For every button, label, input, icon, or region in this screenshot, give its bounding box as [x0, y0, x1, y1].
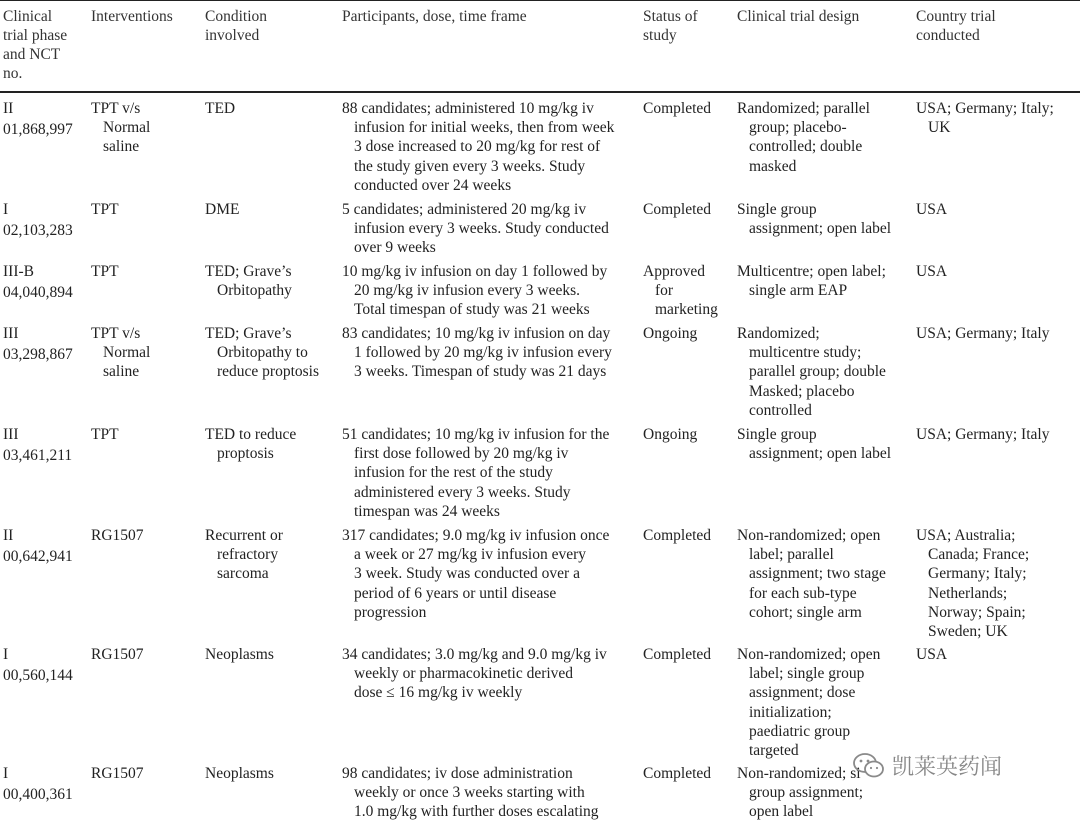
- country-cell: [916, 99, 1054, 137]
- intervention-cell: [91, 764, 144, 783]
- header-line: Condition: [205, 8, 268, 25]
- header-country: [916, 7, 996, 45]
- cell-line: 3 week. Study was conducted over a: [354, 565, 580, 583]
- cell-line: Normal: [103, 119, 151, 137]
- phase-nct-cell: [3, 200, 73, 240]
- cell-line: label; single group: [749, 665, 865, 683]
- cell-line: Norway; Spain;: [928, 603, 1026, 621]
- cell-line: 20 mg/kg iv infusion every 3 weeks.: [354, 282, 581, 300]
- table-header-rule: [0, 91, 1080, 93]
- intervention-cell: [91, 324, 150, 382]
- cell-line: first dose followed by 20 mg/kg iv: [354, 445, 569, 463]
- table-top-rule: [0, 0, 1080, 1]
- cell-line: open label: [749, 803, 814, 821]
- cell-line: label; parallel: [749, 546, 834, 564]
- cell-line: infusion for initial weeks, then from week: [354, 119, 615, 137]
- phase-nct-cell: [3, 526, 73, 566]
- cell-line: TED: [205, 100, 236, 117]
- cell-line: sarcoma: [217, 565, 269, 583]
- cell-line: cohort; single arm: [749, 603, 862, 621]
- cell-line: reduce proptosis: [217, 363, 320, 381]
- cell-line: TED; Grave’s: [205, 263, 292, 280]
- status-cell: [643, 764, 711, 783]
- participants-cell: [342, 262, 607, 320]
- cell-line: Non-randomized; si: [737, 765, 861, 782]
- header-line: trial phase: [3, 27, 68, 44]
- cell-line: marketing: [655, 301, 718, 319]
- cell-line: Completed: [643, 527, 712, 544]
- cell-line: 83 candidates; 10 mg/kg iv infusion on day: [342, 325, 611, 342]
- cell-line: Netherlands;: [928, 584, 1008, 602]
- cell-line: DME: [205, 201, 240, 218]
- cell-line: USA; Germany; Italy: [916, 426, 1050, 443]
- cell-line: assignment; open label: [749, 220, 892, 238]
- cell-line: 01,868,997: [3, 121, 73, 139]
- cell-line: I: [3, 765, 9, 782]
- cell-line: 98 candidates; iv dose administration: [342, 765, 573, 782]
- header-line: Participants, dose, time frame: [342, 8, 527, 25]
- cell-line: 5 candidates; administered 20 mg/kg iv: [342, 201, 587, 218]
- intervention-cell: [91, 526, 144, 545]
- cell-line: progression: [354, 603, 427, 621]
- cell-line: Completed: [643, 646, 712, 663]
- condition-cell: [205, 200, 239, 219]
- status-cell: [643, 526, 711, 545]
- cell-line: 34 candidates; 3.0 mg/kg and 9.0 mg/kg iv: [342, 646, 607, 663]
- participants-cell: [342, 526, 609, 622]
- phase-nct-cell: [3, 425, 72, 465]
- cell-line: USA: [916, 201, 948, 218]
- cell-line: Approved: [643, 263, 705, 280]
- participants-cell: [342, 645, 607, 703]
- cell-line: Randomized;: [737, 325, 820, 342]
- cell-line: Multicentre; open label;: [737, 263, 886, 280]
- cell-line: TED to reduce: [205, 426, 297, 443]
- header-line: Clinical trial design: [737, 8, 860, 25]
- cell-line: TPT: [91, 263, 119, 280]
- condition-cell: [205, 99, 235, 118]
- cell-line: Single group: [737, 426, 817, 443]
- phase-nct-cell: [3, 324, 73, 364]
- cell-line: saline: [103, 138, 140, 156]
- cell-line: paediatric group: [749, 722, 851, 740]
- cell-line: USA; Germany; Italy;: [916, 100, 1054, 117]
- cell-line: controlled: [749, 401, 812, 419]
- cell-line: Ongoing: [643, 325, 698, 342]
- country-cell: [916, 425, 1049, 444]
- cell-line: Sweden; UK: [928, 623, 1008, 641]
- header-line: Status of: [643, 8, 698, 25]
- cell-line: Germany; Italy;: [928, 565, 1027, 583]
- country-cell: [916, 324, 1049, 343]
- cell-line: group assignment;: [749, 784, 864, 802]
- condition-cell: [205, 262, 292, 300]
- cell-line: refractory: [217, 546, 279, 564]
- cell-line: USA; Australia;: [916, 527, 1016, 544]
- cell-line: RG1507: [91, 765, 144, 782]
- status-cell: [643, 645, 711, 664]
- cell-line: I: [3, 646, 9, 663]
- cell-line: RG1507: [91, 646, 144, 663]
- intervention-cell: [91, 99, 150, 157]
- intervention-cell: [91, 262, 119, 281]
- phase-nct-cell: [3, 262, 73, 302]
- cell-line: Canada; France;: [928, 546, 1030, 564]
- header-line: involved: [205, 27, 260, 44]
- country-cell: [916, 645, 947, 664]
- cell-line: Neoplasms: [205, 765, 274, 782]
- cell-line: 88 candidates; administered 10 mg/kg iv: [342, 100, 594, 117]
- cell-line: 00,560,144: [3, 667, 73, 685]
- design-cell: [737, 425, 891, 463]
- status-cell: [643, 262, 718, 320]
- status-cell: [643, 425, 697, 444]
- cell-line: 00,400,361: [3, 786, 73, 804]
- cell-line: period of 6 years or until disease: [354, 584, 557, 602]
- cell-line: Ongoing: [643, 426, 698, 443]
- cell-line: Normal: [103, 344, 151, 362]
- wechat-icon: [852, 751, 886, 781]
- design-cell: [737, 262, 886, 300]
- cell-line: Completed: [643, 100, 712, 117]
- cell-line: infusion for the rest of the study: [354, 464, 553, 482]
- cell-line: USA: [916, 646, 948, 663]
- phase-nct-cell: [3, 99, 73, 139]
- cell-line: assignment; open label: [749, 445, 892, 463]
- cell-line: 51 candidates; 10 mg/kg iv infusion for the: [342, 426, 610, 443]
- cell-line: 3 weeks. Timespan of study was 21 days: [354, 363, 607, 381]
- participants-cell: [342, 764, 599, 822]
- cell-line: USA: [916, 263, 948, 280]
- header-line: no.: [3, 65, 23, 82]
- header-interventions: [91, 7, 173, 26]
- cell-line: masked: [749, 157, 797, 175]
- cell-line: UK: [928, 119, 951, 137]
- cell-line: over 9 weeks: [354, 239, 436, 257]
- cell-line: Total timespan of study was 21 weeks: [354, 301, 590, 319]
- header-participants: [342, 7, 527, 26]
- cell-line: administered every 3 weeks. Study: [354, 483, 571, 501]
- cell-line: Single group: [737, 201, 817, 218]
- cell-line: group; placebo-: [749, 119, 847, 137]
- participants-cell: [342, 99, 614, 195]
- cell-line: 1 followed by 20 mg/kg iv infusion every: [354, 344, 612, 362]
- cell-line: 00,642,941: [3, 548, 73, 566]
- cell-line: multicentre study;: [749, 344, 862, 362]
- condition-cell: [205, 425, 296, 463]
- cell-line: controlled; double: [749, 138, 863, 156]
- header-line: Clinical: [3, 8, 53, 25]
- header-status: [643, 7, 698, 45]
- cell-line: a week or 27 mg/kg iv infusion every: [354, 546, 587, 564]
- cell-line: timespan was 24 weeks: [354, 502, 500, 520]
- cell-line: Neoplasms: [205, 646, 274, 663]
- cell-line: 03,461,211: [3, 447, 73, 465]
- country-cell: [916, 526, 1029, 641]
- cell-line: the study given every 3 weeks. Study: [354, 157, 586, 175]
- condition-cell: [205, 324, 319, 382]
- intervention-cell: [91, 200, 119, 219]
- cell-line: dose ≤ 16 mg/kg iv weekly: [354, 684, 523, 702]
- cell-line: initialization;: [749, 703, 832, 721]
- cell-line: proptosis: [217, 445, 274, 463]
- cell-line: Non-randomized; open: [737, 646, 881, 663]
- condition-cell: [205, 526, 283, 584]
- status-cell: [643, 99, 711, 118]
- cell-line: II: [3, 100, 14, 117]
- cell-line: Recurrent or: [205, 527, 283, 544]
- cell-line: TPT: [91, 426, 119, 443]
- design-cell: [737, 200, 891, 238]
- cell-line: Completed: [643, 765, 712, 782]
- header-line: and NCT: [3, 46, 61, 63]
- country-cell: [916, 262, 947, 281]
- cell-line: 317 candidates; 9.0 mg/kg iv infusion once: [342, 527, 610, 544]
- intervention-cell: [91, 425, 119, 444]
- phase-nct-cell: [3, 645, 73, 685]
- design-cell: [737, 99, 870, 176]
- cell-line: TPT v/s: [91, 100, 141, 117]
- cell-line: saline: [103, 363, 140, 381]
- cell-line: weekly or once 3 weeks starting with: [354, 784, 585, 802]
- participants-cell: [342, 200, 609, 258]
- country-cell: [916, 200, 947, 219]
- condition-cell: [205, 764, 274, 783]
- cell-line: Orbitopathy: [217, 282, 292, 300]
- cell-line: 1.0 mg/kg with further doses escalating: [354, 803, 599, 821]
- header-design: [737, 7, 859, 26]
- design-cell: [737, 526, 886, 622]
- design-cell: [737, 645, 880, 760]
- cell-line: TPT v/s: [91, 325, 141, 342]
- watermark-text: 凯莱英药闻: [892, 755, 1003, 780]
- cell-line: III-B: [3, 263, 34, 280]
- cell-line: TED; Grave’s: [205, 325, 292, 342]
- status-cell: [643, 324, 697, 343]
- cell-line: I: [3, 201, 9, 218]
- cell-line: for each sub-type: [749, 584, 857, 602]
- cell-line: targeted: [749, 742, 799, 760]
- participants-cell: [342, 324, 612, 382]
- cell-line: TPT: [91, 201, 119, 218]
- cell-line: III: [3, 325, 19, 342]
- cell-line: infusion every 3 weeks. Study conducted: [354, 220, 609, 238]
- cell-line: single arm EAP: [749, 282, 848, 300]
- cell-line: 02,103,283: [3, 222, 73, 240]
- header-line: Interventions: [91, 8, 173, 25]
- cell-line: assignment; dose: [749, 684, 856, 702]
- cell-line: conducted over 24 weeks: [354, 176, 512, 194]
- condition-cell: [205, 645, 274, 664]
- phase-nct-cell: [3, 764, 73, 804]
- cell-line: Orbitopathy to: [217, 344, 308, 362]
- cell-line: Randomized; parallel: [737, 100, 870, 117]
- cell-line: 3 dose increased to 20 mg/kg for rest of: [354, 138, 601, 156]
- cell-line: II: [3, 527, 14, 544]
- participants-cell: [342, 425, 609, 521]
- cell-line: for: [655, 282, 674, 300]
- cell-line: 03,298,867: [3, 346, 73, 364]
- cell-line: 10 mg/kg iv infusion on day 1 followed by: [342, 263, 608, 280]
- watermark: [852, 750, 1002, 781]
- cell-line: Completed: [643, 201, 712, 218]
- design-cell: [737, 764, 863, 822]
- cell-line: Masked; placebo: [749, 382, 855, 400]
- header-line: conducted: [916, 27, 980, 44]
- cell-line: III: [3, 426, 19, 443]
- cell-line: parallel group; double: [749, 363, 886, 381]
- cell-line: USA; Germany; Italy: [916, 325, 1050, 342]
- header-phase-nct: [3, 7, 67, 83]
- design-cell: [737, 324, 886, 420]
- header-condition: [205, 7, 267, 45]
- cell-line: RG1507: [91, 527, 144, 544]
- cell-line: assignment; two stage: [749, 565, 886, 583]
- status-cell: [643, 200, 711, 219]
- header-line: Country trial: [916, 8, 996, 25]
- cell-line: 04,040,894: [3, 284, 73, 302]
- cell-line: Non-randomized; open: [737, 527, 881, 544]
- header-line: study: [643, 27, 677, 44]
- cell-line: weekly or pharmacokinetic derived: [354, 665, 574, 683]
- intervention-cell: [91, 645, 144, 664]
